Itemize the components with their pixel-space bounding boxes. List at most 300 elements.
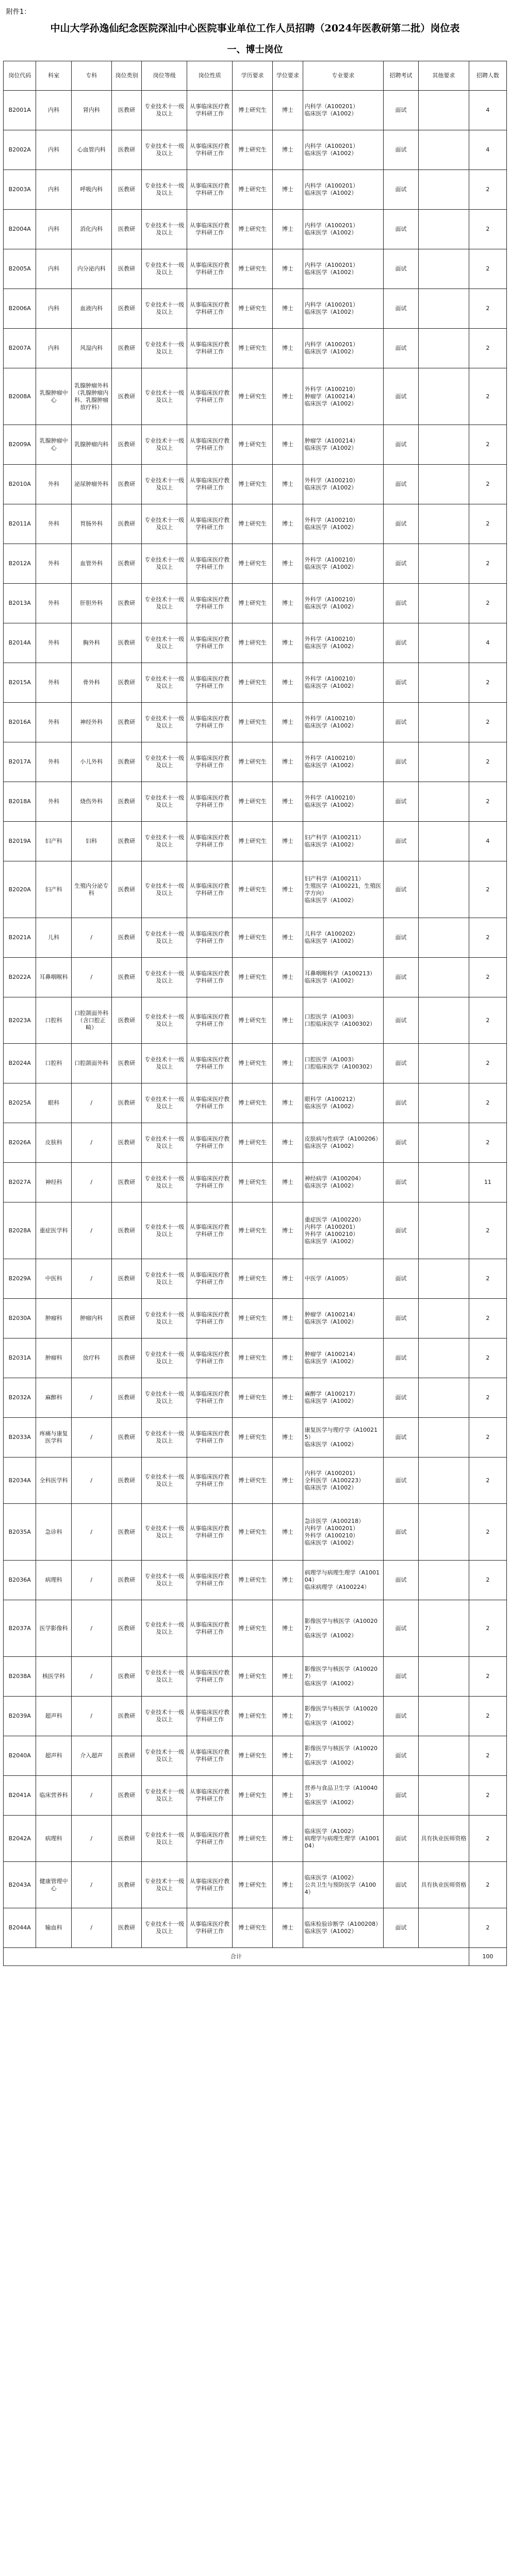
exam-type: 面试	[383, 504, 418, 544]
education-requirement: 博士研究生	[233, 368, 273, 425]
department: 医学影像科	[36, 1600, 71, 1657]
specialty: 乳腺肿瘤外科（乳腺肿瘤内科、乳腺肿瘤放疗科）	[71, 368, 111, 425]
specialty: 口腔颌面外科	[71, 1044, 111, 1083]
department: 皮肤科	[36, 1123, 71, 1163]
hire-count: 2	[469, 425, 506, 465]
department: 外科	[36, 465, 71, 504]
position-category: 医教研	[111, 958, 142, 997]
hire-count: 2	[469, 1458, 506, 1504]
position-level: 专业技术十一级及以上	[142, 329, 187, 368]
other-requirement	[419, 782, 469, 822]
exam-type: 面试	[383, 1600, 418, 1657]
education-requirement: 博士研究生	[233, 465, 273, 504]
degree-requirement: 博士	[273, 465, 303, 504]
specialty: 肝胆外科	[71, 584, 111, 623]
exam-type: 面试	[383, 425, 418, 465]
position-level: 专业技术十一级及以上	[142, 1776, 187, 1816]
table-row	[4, 1338, 507, 1378]
education-requirement: 博士研究生	[233, 1776, 273, 1816]
position-level: 专业技术十一级及以上	[142, 623, 187, 663]
hire-count: 2	[469, 1657, 506, 1697]
position-code: B2044A	[4, 1908, 36, 1948]
other-requirement	[419, 1378, 469, 1418]
position-nature: 从事临床医疗教学科研工作	[187, 1862, 233, 1908]
position-level: 专业技术十一级及以上	[142, 1697, 187, 1736]
exam-type: 面试	[383, 91, 418, 130]
position-level: 专业技术十一级及以上	[142, 584, 187, 623]
other-requirement	[419, 1776, 469, 1816]
table-row	[4, 861, 507, 918]
major-requirement: 康复医学与理疗学（A100215） 临床医学（A1002）	[303, 1418, 383, 1458]
position-level: 专业技术十一级及以上	[142, 1504, 187, 1561]
hire-count: 2	[469, 1259, 506, 1299]
hire-count: 2	[469, 918, 506, 958]
specialty: 肿瘤内科	[71, 1299, 111, 1338]
specialty: 泌尿肿瘤外科	[71, 465, 111, 504]
degree-requirement: 博士	[273, 1816, 303, 1862]
exam-type: 面试	[383, 782, 418, 822]
hire-count: 2	[469, 1816, 506, 1862]
specialty: 放疗科	[71, 1338, 111, 1378]
exam-type: 面试	[383, 663, 418, 703]
position-code: B2033A	[4, 1418, 36, 1458]
position-nature: 从事临床医疗教学科研工作	[187, 1697, 233, 1736]
table-row	[4, 822, 507, 861]
other-requirement	[419, 210, 469, 249]
position-category: 医教研	[111, 1816, 142, 1862]
other-requirement	[419, 425, 469, 465]
position-code: B2001A	[4, 91, 36, 130]
hire-count: 4	[469, 822, 506, 861]
table-row	[4, 249, 507, 289]
table-row	[4, 465, 507, 504]
header-row	[4, 61, 507, 91]
total-label: 合计	[4, 1948, 469, 1966]
other-requirement	[419, 742, 469, 782]
hire-count: 2	[469, 465, 506, 504]
exam-type: 面试	[383, 210, 418, 249]
degree-requirement: 博士	[273, 782, 303, 822]
exam-type: 面试	[383, 465, 418, 504]
major-requirement: 临床检验诊断学（A100208） 临床医学（A1002）	[303, 1908, 383, 1948]
major-requirement: 内科学（A100201） 临床医学（A1002）	[303, 170, 383, 210]
position-code: B2019A	[4, 822, 36, 861]
position-code: B2013A	[4, 584, 36, 623]
table-row	[4, 997, 507, 1044]
department: 眼科	[36, 1083, 71, 1123]
specialty: /	[71, 1816, 111, 1862]
education-requirement: 博士研究生	[233, 1561, 273, 1600]
other-requirement	[419, 544, 469, 584]
department: 病理科	[36, 1816, 71, 1862]
position-nature: 从事临床医疗教学科研工作	[187, 1299, 233, 1338]
other-requirement: 具有执业医师资格	[419, 1816, 469, 1862]
exam-type: 面试	[383, 1202, 418, 1259]
major-requirement: 外科学（A100210） 临床医学（A1002）	[303, 663, 383, 703]
position-nature: 从事临床医疗教学科研工作	[187, 1163, 233, 1202]
position-nature: 从事临床医疗教学科研工作	[187, 822, 233, 861]
position-category: 医教研	[111, 1862, 142, 1908]
education-requirement: 博士研究生	[233, 210, 273, 249]
position-category: 医教研	[111, 918, 142, 958]
position-nature: 从事临床医疗教学科研工作	[187, 1083, 233, 1123]
major-requirement: 临床医学（A1002） 公共卫生与预防医学（A1004）	[303, 1862, 383, 1908]
position-nature: 从事临床医疗教学科研工作	[187, 861, 233, 918]
total-row	[4, 1948, 507, 1966]
specialty: /	[71, 1418, 111, 1458]
position-nature: 从事临床医疗教学科研工作	[187, 663, 233, 703]
table-row	[4, 1776, 507, 1816]
department: 内科	[36, 249, 71, 289]
exam-type: 面试	[383, 249, 418, 289]
degree-requirement: 博士	[273, 861, 303, 918]
position-nature: 从事临床医疗教学科研工作	[187, 170, 233, 210]
position-level: 专业技术十一级及以上	[142, 210, 187, 249]
major-requirement: 麻醉学（A100217） 临床医学（A1002）	[303, 1378, 383, 1418]
department: 外科	[36, 504, 71, 544]
major-requirement: 内科学（A100201） 临床医学（A1002）	[303, 249, 383, 289]
hire-count: 2	[469, 703, 506, 742]
specialty: 生殖内分泌专科	[71, 861, 111, 918]
department: 输血科	[36, 1908, 71, 1948]
position-code: B2032A	[4, 1378, 36, 1418]
position-level: 专业技术十一级及以上	[142, 1044, 187, 1083]
specialty: /	[71, 1697, 111, 1736]
exam-type: 面试	[383, 1378, 418, 1418]
header-cell: 岗位类别	[111, 61, 142, 91]
major-requirement: 外科学（A100210） 肿瘤学（A100214） 临床医学（A1002）	[303, 368, 383, 425]
header-cell: 专科	[71, 61, 111, 91]
attachment-label: 附件1：	[6, 8, 31, 16]
document-title: 中山大学孙逸仙纪念医院深汕中心医院事业单位工作人员招聘（2024年医教研第二批）岗位表	[50, 23, 460, 34]
position-category: 医教研	[111, 782, 142, 822]
degree-requirement: 博士	[273, 1504, 303, 1561]
specialty: /	[71, 1378, 111, 1418]
specialty: 内分泌内科	[71, 249, 111, 289]
department: 外科	[36, 663, 71, 703]
exam-type: 面试	[383, 997, 418, 1044]
education-requirement: 博士研究生	[233, 1259, 273, 1299]
position-level: 专业技术十一级及以上	[142, 1657, 187, 1697]
specialty: /	[71, 1083, 111, 1123]
position-nature: 从事临床医疗教学科研工作	[187, 504, 233, 544]
major-requirement: 肿瘤学（A100214） 临床医学（A1002）	[303, 425, 383, 465]
table-row	[4, 1504, 507, 1561]
education-requirement: 博士研究生	[233, 170, 273, 210]
department: 全科医学科	[36, 1458, 71, 1504]
education-requirement: 博士研究生	[233, 1908, 273, 1948]
table-row	[4, 958, 507, 997]
position-category: 医教研	[111, 329, 142, 368]
hire-count: 2	[469, 1561, 506, 1600]
position-code: B2043A	[4, 1862, 36, 1908]
degree-requirement: 博士	[273, 1776, 303, 1816]
other-requirement	[419, 918, 469, 958]
table-row	[4, 1908, 507, 1948]
table-row	[4, 782, 507, 822]
hire-count: 2	[469, 1083, 506, 1123]
major-requirement: 外科学（A100210） 临床医学（A1002）	[303, 742, 383, 782]
position-category: 医教研	[111, 425, 142, 465]
specialty: 胸外科	[71, 623, 111, 663]
degree-requirement: 博士	[273, 504, 303, 544]
table-row	[4, 1044, 507, 1083]
other-requirement	[419, 584, 469, 623]
exam-type: 面试	[383, 822, 418, 861]
position-code: B2024A	[4, 1044, 36, 1083]
position-level: 专业技术十一级及以上	[142, 1816, 187, 1862]
other-requirement	[419, 1299, 469, 1338]
degree-requirement: 博士	[273, 918, 303, 958]
major-requirement: 内科学（A100201） 临床医学（A1002）	[303, 289, 383, 329]
department: 超声科	[36, 1736, 71, 1776]
department: 内科	[36, 289, 71, 329]
position-level: 专业技术十一级及以上	[142, 782, 187, 822]
exam-type: 面试	[383, 1418, 418, 1458]
department: 健康管理中心	[36, 1862, 71, 1908]
position-code: B2020A	[4, 861, 36, 918]
position-category: 医教研	[111, 1561, 142, 1600]
position-code: B2015A	[4, 663, 36, 703]
specialty: /	[71, 1657, 111, 1697]
specialty: /	[71, 1458, 111, 1504]
exam-type: 面试	[383, 861, 418, 918]
specialty: 心血管内科	[71, 130, 111, 170]
exam-type: 面试	[383, 623, 418, 663]
hire-count: 2	[469, 584, 506, 623]
other-requirement	[419, 1561, 469, 1600]
table-row	[4, 584, 507, 623]
position-nature: 从事临床医疗教学科研工作	[187, 1202, 233, 1259]
position-code: B2011A	[4, 504, 36, 544]
specialty: /	[71, 1862, 111, 1908]
position-code: B2006A	[4, 289, 36, 329]
specialty: 血液内科	[71, 289, 111, 329]
position-code: B2025A	[4, 1083, 36, 1123]
position-nature: 从事临床医疗教学科研工作	[187, 329, 233, 368]
education-requirement: 博士研究生	[233, 1504, 273, 1561]
degree-requirement: 博士	[273, 822, 303, 861]
position-level: 专业技术十一级及以上	[142, 742, 187, 782]
position-level: 专业技术十一级及以上	[142, 504, 187, 544]
department: 重症医学科	[36, 1202, 71, 1259]
exam-type: 面试	[383, 918, 418, 958]
position-code: B2028A	[4, 1202, 36, 1259]
degree-requirement: 博士	[273, 1202, 303, 1259]
table-row	[4, 1600, 507, 1657]
position-level: 专业技术十一级及以上	[142, 1259, 187, 1299]
hire-count: 2	[469, 1299, 506, 1338]
exam-type: 面试	[383, 1908, 418, 1948]
exam-type: 面试	[383, 1776, 418, 1816]
position-code: B2010A	[4, 465, 36, 504]
other-requirement	[419, 1338, 469, 1378]
other-requirement	[419, 1736, 469, 1776]
position-category: 医教研	[111, 544, 142, 584]
table-row	[4, 1259, 507, 1299]
specialty: /	[71, 958, 111, 997]
education-requirement: 博士研究生	[233, 1123, 273, 1163]
major-requirement: 眼科学（A100212） 临床医学（A1002）	[303, 1083, 383, 1123]
degree-requirement: 博士	[273, 1418, 303, 1458]
header-cell: 岗位性质	[187, 61, 233, 91]
education-requirement: 博士研究生	[233, 782, 273, 822]
department: 耳鼻咽喉科	[36, 958, 71, 997]
major-requirement: 儿科学（A100202） 临床医学（A1002）	[303, 918, 383, 958]
degree-requirement: 博士	[273, 249, 303, 289]
specialty: /	[71, 1776, 111, 1816]
specialty: /	[71, 1908, 111, 1948]
table-row	[4, 1736, 507, 1776]
specialty: /	[71, 1202, 111, 1259]
other-requirement	[419, 623, 469, 663]
hire-count: 2	[469, 329, 506, 368]
major-requirement: 外科学（A100210） 临床医学（A1002）	[303, 465, 383, 504]
degree-requirement: 博士	[273, 1378, 303, 1418]
hire-count: 2	[469, 210, 506, 249]
exam-type: 面试	[383, 170, 418, 210]
major-requirement: 外科学（A100210） 临床医学（A1002）	[303, 544, 383, 584]
position-level: 专业技术十一级及以上	[142, 861, 187, 918]
position-level: 专业技术十一级及以上	[142, 368, 187, 425]
position-category: 医教研	[111, 465, 142, 504]
exam-type: 面试	[383, 1458, 418, 1504]
table-row	[4, 1657, 507, 1697]
education-requirement: 博士研究生	[233, 1378, 273, 1418]
education-requirement: 博士研究生	[233, 1338, 273, 1378]
degree-requirement: 博士	[273, 170, 303, 210]
position-code: B2023A	[4, 997, 36, 1044]
education-requirement: 博士研究生	[233, 1083, 273, 1123]
position-nature: 从事临床医疗教学科研工作	[187, 1657, 233, 1697]
department: 肿瘤科	[36, 1338, 71, 1378]
position-nature: 从事临床医疗教学科研工作	[187, 130, 233, 170]
position-nature: 从事临床医疗教学科研工作	[187, 742, 233, 782]
degree-requirement: 博士	[273, 623, 303, 663]
degree-requirement: 博士	[273, 1600, 303, 1657]
other-requirement	[419, 861, 469, 918]
major-requirement: 病理学与病理生理学（A100104） 临床病理学（A100224）	[303, 1561, 383, 1600]
header-cell: 学位要求	[273, 61, 303, 91]
position-category: 医教研	[111, 504, 142, 544]
exam-type: 面试	[383, 703, 418, 742]
table-row	[4, 1202, 507, 1259]
other-requirement: 具有执业医师资格	[419, 1862, 469, 1908]
degree-requirement: 博士	[273, 1697, 303, 1736]
position-nature: 从事临床医疗教学科研工作	[187, 1418, 233, 1458]
position-level: 专业技术十一级及以上	[142, 91, 187, 130]
specialty: 血管外科	[71, 544, 111, 584]
specialty: 神经外科	[71, 703, 111, 742]
exam-type: 面试	[383, 1816, 418, 1862]
hire-count: 2	[469, 1504, 506, 1561]
position-category: 医教研	[111, 1736, 142, 1776]
education-requirement: 博士研究生	[233, 130, 273, 170]
position-code: B2021A	[4, 918, 36, 958]
degree-requirement: 博士	[273, 1259, 303, 1299]
major-requirement: 口腔医学（A1003） 口腔临床医学（A100302）	[303, 997, 383, 1044]
position-category: 医教研	[111, 822, 142, 861]
position-level: 专业技术十一级及以上	[142, 170, 187, 210]
position-code: B2026A	[4, 1123, 36, 1163]
header-cell: 其他要求	[419, 61, 469, 91]
exam-type: 面试	[383, 368, 418, 425]
other-requirement	[419, 465, 469, 504]
other-requirement	[419, 1123, 469, 1163]
department: 病理科	[36, 1561, 71, 1600]
department: 妇产科	[36, 861, 71, 918]
department: 内科	[36, 91, 71, 130]
department: 内科	[36, 170, 71, 210]
table-row	[4, 368, 507, 425]
exam-type: 面试	[383, 1044, 418, 1083]
position-category: 医教研	[111, 1259, 142, 1299]
department: 乳腺肿瘤中心	[36, 425, 71, 465]
position-code: B2018A	[4, 782, 36, 822]
education-requirement: 博士研究生	[233, 1600, 273, 1657]
education-requirement: 博士研究生	[233, 504, 273, 544]
hire-count: 4	[469, 130, 506, 170]
exam-type: 面试	[383, 742, 418, 782]
exam-type: 面试	[383, 958, 418, 997]
position-code: B2014A	[4, 623, 36, 663]
department: 外科	[36, 623, 71, 663]
specialty: 风湿内科	[71, 329, 111, 368]
table-row	[4, 1458, 507, 1504]
header-cell: 招聘人数	[469, 61, 506, 91]
hire-count: 2	[469, 1697, 506, 1736]
education-requirement: 博士研究生	[233, 91, 273, 130]
position-code: B2012A	[4, 544, 36, 584]
position-category: 医教研	[111, 1338, 142, 1378]
hire-count: 2	[469, 1202, 506, 1259]
major-requirement: 影像医学与核医学（A100207） 临床医学（A1002）	[303, 1600, 383, 1657]
exam-type: 面试	[383, 289, 418, 329]
major-requirement: 内科学（A100201） 临床医学（A1002）	[303, 130, 383, 170]
education-requirement: 博士研究生	[233, 544, 273, 584]
position-code: B2031A	[4, 1338, 36, 1378]
position-category: 医教研	[111, 1600, 142, 1657]
table-row	[4, 623, 507, 663]
major-requirement: 临床医学（A1002） 病理学与病理生理学（A100104）	[303, 1816, 383, 1862]
department: 口腔科	[36, 1044, 71, 1083]
position-nature: 从事临床医疗教学科研工作	[187, 1776, 233, 1816]
major-requirement: 耳鼻咽喉科学（A100213） 临床医学（A1002）	[303, 958, 383, 997]
position-nature: 从事临床医疗教学科研工作	[187, 1736, 233, 1776]
department: 妇产科	[36, 822, 71, 861]
exam-type: 面试	[383, 1697, 418, 1736]
position-category: 医教研	[111, 663, 142, 703]
major-requirement: 急诊医学（A100218） 内科学（A100201） 外科学（A100210） 临床医学（A1002）	[303, 1504, 383, 1561]
education-requirement: 博士研究生	[233, 742, 273, 782]
degree-requirement: 博士	[273, 958, 303, 997]
degree-requirement: 博士	[273, 1163, 303, 1202]
major-requirement: 肿瘤学（A100214） 临床医学（A1002）	[303, 1299, 383, 1338]
position-code: B2022A	[4, 958, 36, 997]
education-requirement: 博士研究生	[233, 1458, 273, 1504]
other-requirement	[419, 1697, 469, 1736]
education-requirement: 博士研究生	[233, 1657, 273, 1697]
major-requirement: 皮肤病与性病学（A100206） 临床医学（A1002）	[303, 1123, 383, 1163]
position-level: 专业技术十一级及以上	[142, 1338, 187, 1378]
header-cell: 岗位代码	[4, 61, 36, 91]
specialty: 妇科	[71, 822, 111, 861]
position-code: B2008A	[4, 368, 36, 425]
hire-count: 2	[469, 1418, 506, 1458]
degree-requirement: 博士	[273, 544, 303, 584]
position-code: B2038A	[4, 1657, 36, 1697]
position-category: 医教研	[111, 130, 142, 170]
